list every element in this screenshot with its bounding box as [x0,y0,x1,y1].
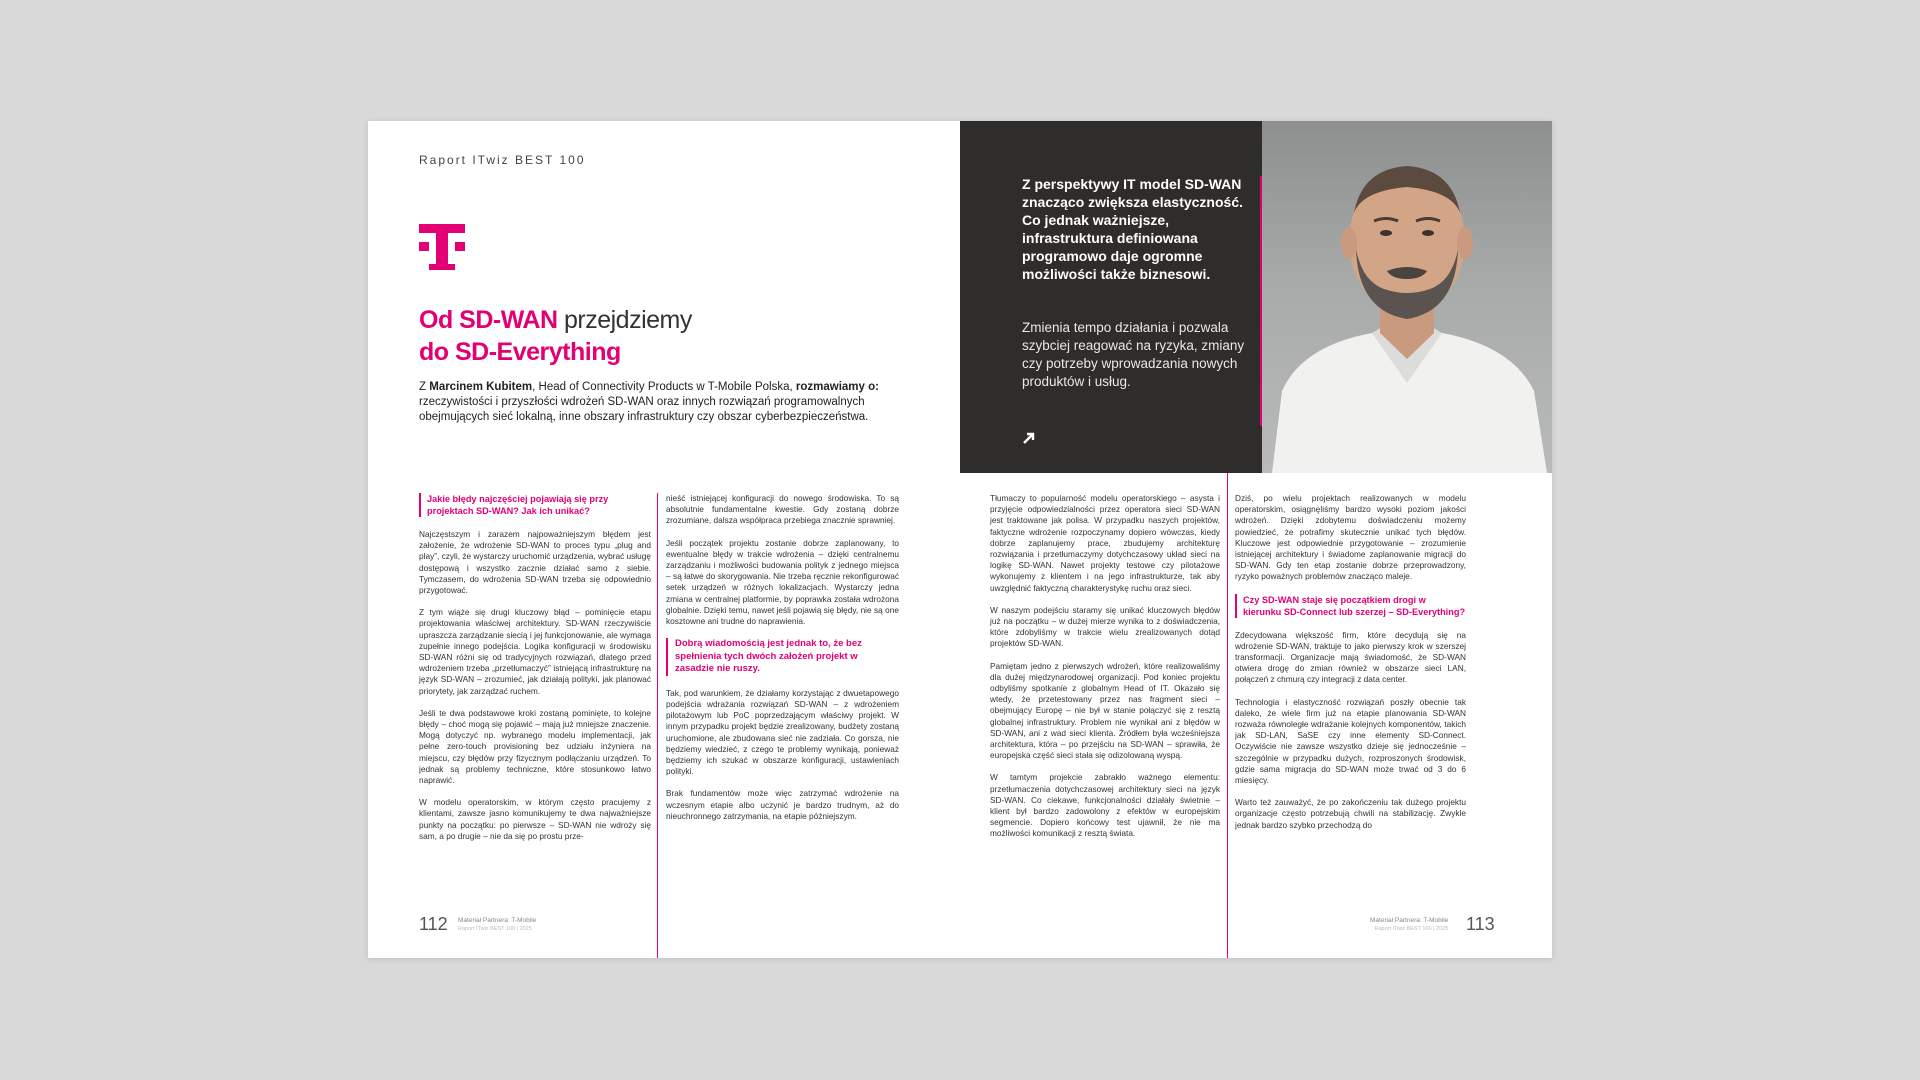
folio-line-1: Materiał Partnera: T-Mobile [458,917,537,924]
quote-light: Zmienia tempo działania i pozwala szybciej reagować na ryzyka, zmiany czy potrzeby wprowadzania nowych produktów i usług. [1022,320,1245,389]
paragraph: W tamtym projekcie zabrakło ważnego elementu: przetłumaczenia dotychczasowej architektury sieci na język SD-WAN. Co ciekawe, funkcjonalności działały świetnie – klient był bardzo zadowolony z efektów w europejskim segmencie. Dopiero końcowy test ujawnił, że nie ma możliwości komunikacji z resztą świata. [990,772,1220,839]
right-column-1 [990,493,1220,851]
folio-text [458,916,536,934]
portrait-illustration [1262,121,1552,473]
page-number: 113 [1466,914,1495,934]
paragraph: Technologia i elastyczność rozwiązań poszły obecnie tak daleko, że wiele firm już na etapie planowania SD-WAN rozważa równoległe wdrażanie kolejnych komponentów, takich jak SD-LAN, SaSE czy inne elementy SD-Connect. Oczywiście nie zawsze wszystko dzieje się jednocześnie – szczególnie w przypadku dużych, rozproszonych środowisk, gdzie sama migracja do SD-WAN może trwać od 3 do 6 miesięcy. [1235,696,1466,786]
folio-line-1: Materiał Partnera: T-Mobile [1370,917,1449,924]
folio-line-2: Raport ITwiz BEST 100 | 2025 [1374,926,1449,932]
question-heading: Jakie błędy najczęściej pojawiają się przy projektach SD-WAN? Jak ich unikać? [419,493,651,517]
article-lead [419,380,915,425]
left-column-2 [666,493,899,833]
paragraph: W modelu operatorskim, w którym często pracujemy z klientami, zawsze jasno komunikujemy te dwa najważniejsze punkty na początku: po pierwsze – SD-WAN nie wdroży się sam, a po drugie – nie da się po prostu prze- [419,797,651,841]
t-mobile-logo-icon [419,216,465,270]
lead-name: Marcinem Kubitem [429,381,533,393]
lead-role: , Head of Connectivity Products w T-Mobile Polska, [532,381,796,393]
column-divider [657,493,658,958]
paragraph: Jeśli te dwa podstawowe kroki zostaną pominięte, to kolejne błędy – choć mogą się pojawić – mają już mniejsze znaczenie. Mogą dotyczyć np. wybranego modelu implementacji, jak pełne zero-touch provisioning bez udziału inżyniera na miejscu, czy błędów przy fizycznym podłączaniu urządzeń. To jednak są problemy techniczne, które stosunkowo łatwo naprawić. [419,707,651,786]
paragraph: Zdecydowana większość firm, które decydują się na wdrożenie SD-WAN, traktuje to jako pierwszy krok w szerszej transformacji. Organizacje mają świadomość, że SD-WAN otwiera drogę do zmian również w obszarze sieci LAN, połączeń z chmurą czy integracji z data center. [1235,629,1466,685]
pull-quote: Dobrą wiadomością jest jednak to, że bez spełnienia tych dwóch założeń projekt w zasadzie nie ruszy. [666,638,899,676]
headline-accent-2: do SD-Everything [419,338,621,366]
quote-bold: Z perspektywy IT model SD-WAN znacząco zwiększa elastyczność. Co jednak ważniejsze, infrastruktura definiowana programowo daje ogromne możliwości także biznesowi. [1022,176,1243,282]
paragraph: Jeśli początek projektu zostanie dobrze zaplanowany, to ewentualne błędy w trakcie wdrożenia – dzięki centralnemu zarządzaniu i możliwości budowania polityk z jednego miejsca – są łatwe do skorygowania. Nie trzeba ręcznie rekonfigurować setek urządzeń w różnych lokalizacjach. Wystarczy jedna zmiana w centralnej platformie, by poprawka została wdrożona globalnie. Dzięki temu, nawet jeśli pojawią się błędy, nie są one kosztowne ani trudne do naprawienia. [666,537,899,627]
article-headline [419,304,899,368]
folio-line-2: Raport ITwiz BEST 100 | 2025 [458,926,532,932]
quote-box [960,121,1262,473]
left-page [368,121,960,958]
question-heading: Czy SD-WAN staje się początkiem drogi w kierunku SD-Connect lub szerzej – SD-Everything? [1235,594,1466,618]
headline-light: przejdziemy [564,306,692,334]
page-number: 112 [419,914,448,934]
running-head: Raport ITwiz BEST 100 [419,153,586,167]
right-page [960,121,1552,958]
folio-text [1370,916,1448,934]
lead-prefix: Z [419,381,430,393]
lead-rest: rzeczywistości i przyszłości wdrożeń SD-WAN oraz innych rozwiązań programowalnych obejmujących sieć lokalną, inne obszary infrastruktury czy obszar cyberbezpieczeństwa. [419,396,869,423]
paragraph: Brak fundamentów może więc zatrzymać wdrożenie na wczesnym etapie albo uczynić je bardzo trudnym, aż do nieuchronnego zatrzymania, na etapie późniejszym. [666,788,899,821]
right-column-2 [1235,493,1466,842]
arrow-up-right-icon [1022,431,1036,445]
headline-accent-1: Od SD-WAN [419,306,558,334]
lead-action: rozmawiamy o: [795,381,879,393]
paragraph: Pamiętam jedno z pierwszych wdrożeń, które realizowaliśmy dla dużej międzynarodowej organizacji. Pod koniec projektu odbyliśmy spotkanie z globalnym Head of IT. Okazało się wtedy, że przetestowany przez nas fragment sieci – obejmujący Europę – nie był w stanie połączyć się z resztą globalnej infrastruktury. Problem nie wynikał ani z błędów w SD-WAN, ani z wad sieci klienta. Źródłem była wcześniejsza architektura, która – po przejściu na SD-WAN – sprawiła, że europejska część sieci stała się odizolowaną wyspą. [990,660,1220,761]
magazine-spread [368,121,1552,958]
column-divider [1227,473,1228,958]
accent-bar [1260,176,1262,426]
paragraph: Dziś, po wielu projektach realizowanych w modelu operatorskim, osiągnęliśmy bardzo wysoki poziom jakości wdrożeń. Dzięki zdobytemu doświadczeniu możemy powiedzieć, że potrafimy skutecznie unikać tych błędów. Kluczowe jest odpowiednie przygotowanie – zrozumienie istniejącej architektury i świadome zaplanowanie migracji do SD-WAN. Gdy ten etap zostanie dobrze przeprowadzony, ryzyko poważnych problemów znacząco maleje. [1235,493,1466,582]
paragraph: Warto też zauważyć, że po zakończeniu tak dużego projektu organizacje często potrzebują chwili na stabilizację. Zwykle jednak bardzo szybko przechodzą do [1235,797,1466,830]
paragraph: nieść istniejącej konfiguracji do nowego środowiska. To są absolutnie fundamentalne kwestie. Gdy zostaną dobrze zrozumiane, dalsza współpraca przebiega znacznie sprawniej. [666,493,899,526]
paragraph: W naszym podejściu staramy się unikać kluczowych błędów już na początku – w dużej mierze wynika to z doświadczenia, które zdobyliśmy w trakcie wielu zrealizowanych dotąd projektów SD-WAN. [990,604,1220,649]
paragraph: Z tym wiąże się drugi kluczowy błąd – pominięcie etapu projektowania właściwej architektury. SD-WAN rzeczywiście upraszcza zarządzanie siecią i jej funkcjonowanie, ale wymaga zupełnie innego podejścia. Logika konfiguracji w środowisku SD-WAN różni się od tradycyjnych rozwiązań, dlatego przed wdrożeniem trzeba „przetłumaczyć” istniejącą infrastrukturę na język SD-WAN – zrozumieć, jak działają polityki, jak planować priorytety, jak zarządzać ruchem. [419,607,651,696]
paragraph: Najczęstszym i zarazem najpoważniejszym błędem jest założenie, że wdrożenie SD-WAN to proces typu „plug and play”, czyli, że wystarczy uruchomić urządzenia, wybrać usługę dostępową i wszystko zacznie działać samo z siebie. Tymczasem, do wdrożenia SD-WAN trzeba się odpowiednio przygotować. [419,529,651,596]
photo-panel [960,121,1552,473]
paragraph: Tak, pod warunkiem, że działamy korzystając z dwuetapowego podejścia wdrażania rozwiązań SD-WAN – z wdrożeniem pilotażowym lub PoC poprzedzającym właściwy projekt. W innym przypadku projekt będzie zrealizowany, budżety zostaną uruchomione, ale zbudowana sieć nie zadziała. Co gorsza, nie będziemy wiedzieć, z czego te problemy wynikają, ponieważ będziemy ich szukać w obszarze konfiguracji, ustawieniach polityki. [666,687,899,777]
left-column-1 [419,493,651,853]
paragraph: Tłumaczy to popularność modelu operatorskiego – asysta i przyjęcie odpowiedzialności przez operatora sieci SD-WAN jest traktowane jak polisa. W przypadku naszych projektów, faktyczne wdrożenie rozpoczynamy dopiero wówczas, kiedy dobrze zaplanujemy prace, zbudujemy architekturę rozwiązania i przetłumaczymy dotychczasowy układ sieci na logikę SD-WAN. Nawet projekty testowe czy pilotażowe wykonujemy z klientem i na jego infrastrukturze, tak aby uwzględnić faktyczną charakterystykę ruchu oraz sieci. [990,493,1220,593]
portrait-photo [1262,121,1552,473]
